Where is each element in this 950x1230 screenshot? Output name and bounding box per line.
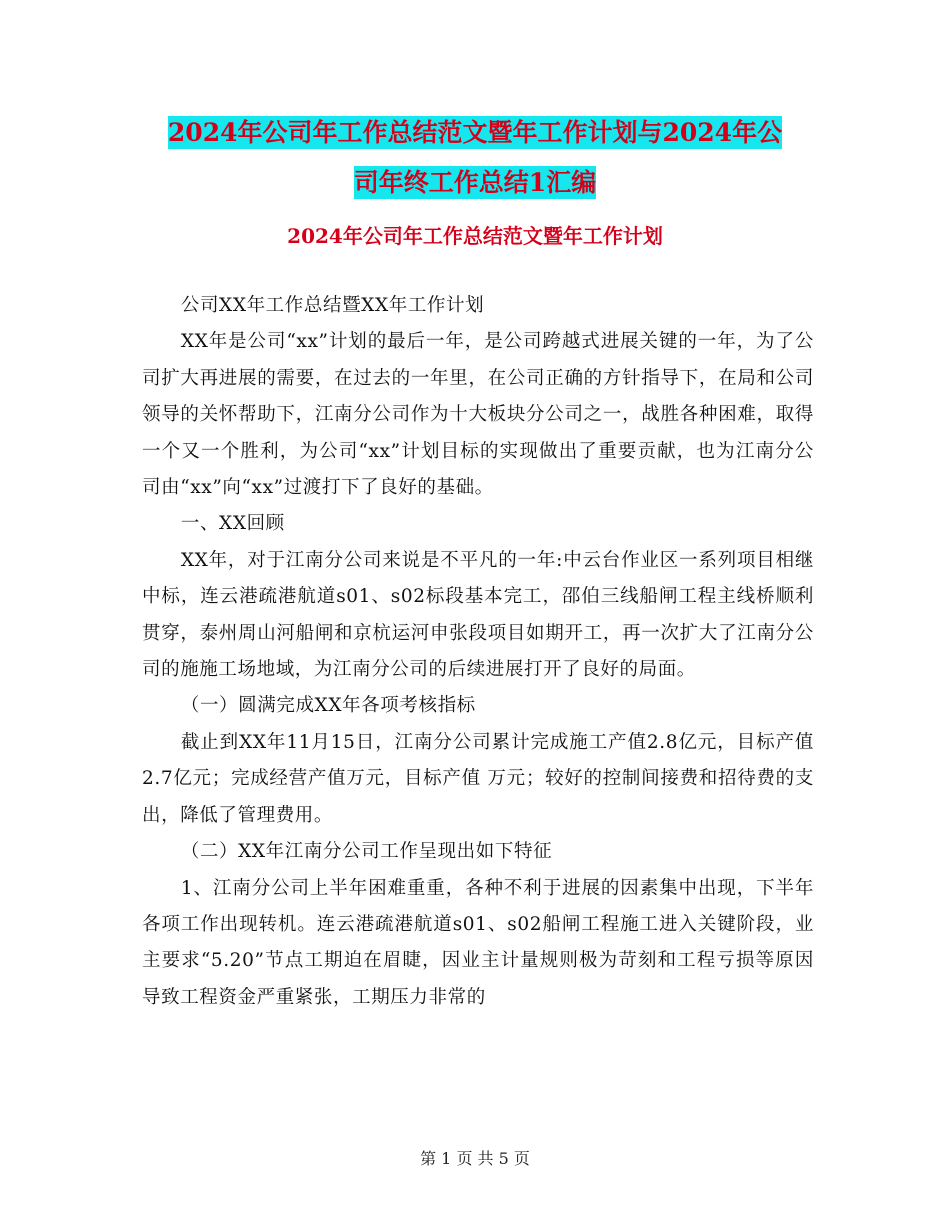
paragraph-heading: 公司XX年工作总结暨XX年工作计划 [180,295,485,316]
document-title [0,108,950,208]
paragraph-heading: 一、XX回顾 [180,513,285,535]
paragraph-heading: （一）圆满完成XX年各项考核指标 [180,695,476,717]
title-line-1: 2024年公司年工作总结范文暨年工作计划与2024年公 [167,118,783,147]
paragraph: 1、江南分公司上半年困难重重，各种不利于进展的因素集中出现，下半年各项工作出现转机。连云港疏港航道s01、s02船闸工程施工进入关键阶段，业主要求“5.20”节点工期迫在眉睫，因业主计量规则极为苛刻和工程亏损等原因导致工程资金严重紧张，工期压力非常的 [142,877,814,1008]
paragraph: XX年，对于江南分公司来说是不平凡的一年:中云台作业区一系列项目相继中标，连云港疏港航道s01、s02标段基本完工，邵伯三线船闸工程主线桥顺利贯穿，泰州周山河船闸和京杭运河申张段项目如期开工，再一次扩大了江南分公司的施施工场地域，为江南分公司的后续进展打开了良好的局面。 [142,549,814,681]
title-line-2: 司年终工作总结1汇编 [353,168,597,197]
section-title: 2024年公司年工作总结范文暨年工作计划 [287,224,663,248]
page-footer: 第 1 页 共 5 页 [420,1149,530,1168]
paragraph-heading: （二）XX年江南分公司工作呈现出如下特征 [180,841,553,863]
document-body [142,288,814,1016]
paragraph: 截止到XX年11月15日，江南分公司累计完成施工产值2.8亿元，目标产值2.7亿元；完成经营产值万元，目标产值 万元；较好的控制间接费和招待费的支出，降低了管理费用。 [142,731,814,826]
paragraph: XX年是公司“xx”计划的最后一年，是公司跨越式进展关键的一年，为了公司扩大再进展的需要，在过去的一年里，在公司正确的方针指导下，在局和公司领导的关怀帮助下，江南分公司作为十大板块分公司之一，战胜各种困难，取得一个又一个胜利，为公司“xx”计划目标的实现做出了重要贡献，也为江南分公司由“xx”向“xx”过渡打下了良好的基础。 [142,331,814,499]
